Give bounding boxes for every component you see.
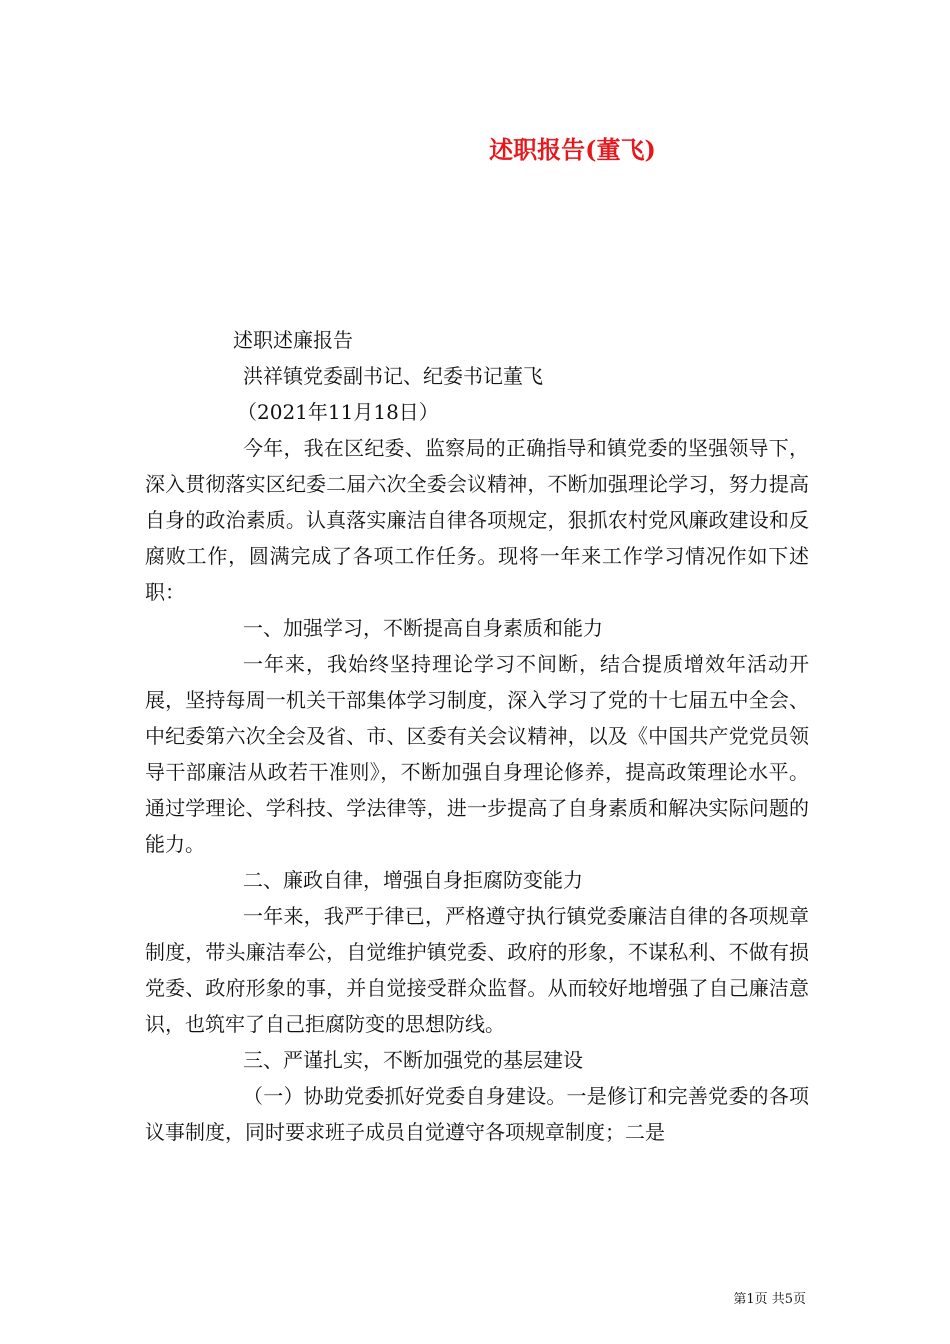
document-title: 述职报告(董飞) <box>489 135 656 164</box>
section-heading-2: 二、廉政自律，增强自身拒腐防变能力 <box>243 868 583 892</box>
paragraph-party-building: （一）协助党委抓好党委自身建设。一是修订和完善党委的各项议事制度，同时要求班子成员自觉遵守各项规章制度；二是 <box>145 1084 809 1144</box>
document-body <box>145 322 809 1150</box>
section-heading-3: 三、严谨扎实，不断加强党的基层建设 <box>243 1048 583 1072</box>
paragraph-intro: 今年，我在区纪委、监察局的正确指导和镇党委的坚强领导下，深入贯彻落实区纪委二届六次全委会议精神，不断加强理论学习，努力提高自身的政治素质。认真落实廉洁自律各项规定，狠抓农村党风廉政建设和反腐败工作，圆满完成了各项工作任务。现将一年来工作学习情况作如下述职： <box>145 436 809 604</box>
paragraph-study: 一年来，我始终坚持理论学习不间断，结合提质增效年活动开展，坚持每周一机关干部集体学习制度，深入学习了党的十七届五中全会、中纪委第六次全会及省、市、区委有关会议精神，以及《中国共产党党员领导干部廉洁从政若干准则》，不断加强自身理论修养，提高政策理论水平。通过学理论、学科技、学法律等，进一步提高了自身素质和解决实际问题的能力。 <box>145 652 809 856</box>
paragraph-integrity: 一年来，我严于律已，严格遵守执行镇党委廉洁自律的各项规章制度，带头廉洁奉公，自觉维护镇党委、政府的形象，不谋私利、不做有损党委、政府形象的事，并自觉接受群众监督。从而较好地增强了自己廉洁意识，也筑牢了自己拒腐防变的思想防线。 <box>145 904 809 1036</box>
report-subtitle: 述职述廉报告 <box>233 328 353 352</box>
date-line: （2021年11月18日） <box>237 400 439 424</box>
section-heading-1: 一、加强学习，不断提高自身素质和能力 <box>243 616 603 640</box>
page-number: 第1页 共5页 <box>733 1292 806 1307</box>
author-line: 洪祥镇党委副书记、纪委书记董飞 <box>243 364 543 388</box>
